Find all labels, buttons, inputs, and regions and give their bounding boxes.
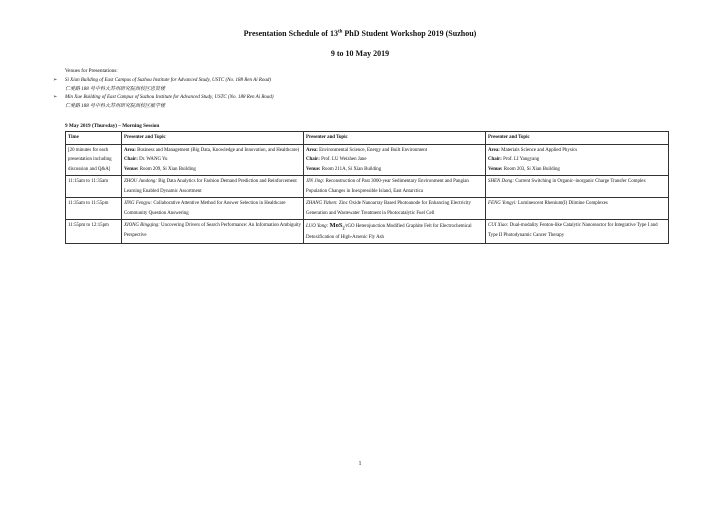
- time-cell: 11:55pm to 12:15pm: [66, 220, 122, 244]
- presentation-cell: JING Fengyu: Collaborative Attentive Method for Answer Selection in Healthcare Community Question Answering: [122, 198, 304, 220]
- presentation-cell: JIN Jing: Reconstruction of Past 3000-year Sedimentary Environment and Pangian Population Changes in Inexpressible Island, East Antarctica: [304, 176, 486, 198]
- header-time: Time: [66, 132, 122, 145]
- time-cell: 11:35am to 11:55pm: [66, 198, 122, 220]
- track-info-cell: Area: Business and Management (Big Data, Knowledge and Innovation, and Healthcare) Chair: Dr. WANG Yu Venue: Room 209, Si Xian Building: [122, 144, 304, 176]
- time-cell: 11:15am to 11:35am: [66, 176, 122, 198]
- table-row: [66, 176, 669, 198]
- table-header-row: [66, 132, 669, 145]
- info-cell: [20 minutes for each presentation including discussion and Q&A]: [66, 144, 122, 176]
- page-subtitle-dates: 9 to 10 May 2019: [330, 49, 390, 58]
- session-heading: 9 May 2019 (Thursday) – Morning Session: [65, 123, 160, 129]
- presentation-cell: CUI Xiao: Dual-modality Fenton-like Catalytic Nanoreactor for Integrative Type I and Type II Photodynamic Cancer Therapy: [486, 220, 669, 244]
- arrow-bullet-icon: ➢: [53, 95, 58, 100]
- presentation-cell: ZHANG Yizhen: Zinc Oxide Nanoarray Based Photoanode for Enhancing Electricity Generation and Wastewater Treatment in Photocatalytic Fuel Cell: [304, 198, 486, 220]
- schedule-table: [65, 131, 669, 244]
- header-presenter: Presenter and Topic: [486, 132, 669, 145]
- header-presenter: Presenter and Topic: [122, 132, 304, 145]
- arrow-bullet-icon: ➢: [53, 78, 58, 83]
- chemical-formula: MoS$_2$: [329, 222, 345, 231]
- page-number: 1: [358, 461, 362, 467]
- presentation-cell: LUO Yang: MoS$_2$/rGO Heterojunction Modified Graphite Felt for Electrochemical Detoxification of High-Arsenic Fly Ash: [304, 220, 486, 244]
- presentation-cell: ZHOU Jundong: Big Data Analytics for Fashion Demand Prediction and Reinforcement Learning Enabled Dynamic Assortment: [122, 176, 304, 198]
- venue-item: ➢ Si Xian Building of East Campus of Suzhou Institute for Advanced Study, USTC (No. 188 Ren Ai Road) 仁爱路 188 号中科大苏州研究院西校区思贤楼: [53, 78, 272, 92]
- venues-label: Venues for Presentations:: [65, 68, 118, 74]
- presentation-cell: FENG Yongyi: Luminescent Rhenium(I) Diimine Complexes: [486, 198, 669, 220]
- venue-item: ➢ Min Xue Building of East Campus of Suzhou Institute for Advanced Study, USTC (No. 188 Ren Ai Road) 仁爱路 188 号中科大苏州研究院西校区敏学楼: [53, 95, 274, 109]
- track-info-cell: Area: Materials Science and Applied Physics Chair: Prof. LI Yangyang Venue: Room 203, Si Xian Building: [486, 144, 669, 176]
- table-row: [66, 198, 669, 220]
- header-presenter: Presenter and Topic: [304, 132, 486, 145]
- track-info-cell: Area: Environmental Science, Energy and Built Environment Chair: Prof. LU Weizhen Jane Venue: Room 211A, Si Xian Building: [304, 144, 486, 176]
- table-row: [66, 220, 669, 244]
- table-row: [66, 144, 669, 176]
- page-title: Presentation Schedule of 13th PhD Student Workshop 2019 (Suzhou): [243, 29, 477, 38]
- presentation-cell: SHEN Dong: Current Switching in Organic–inorganic Charge Transfer Complex: [486, 176, 669, 198]
- title-superscript: th: [337, 29, 343, 35]
- presentation-cell: XIONG Bingqing: Uncovering Drivers of Search Performance: An Information Ambiguity Perspective: [122, 220, 304, 244]
